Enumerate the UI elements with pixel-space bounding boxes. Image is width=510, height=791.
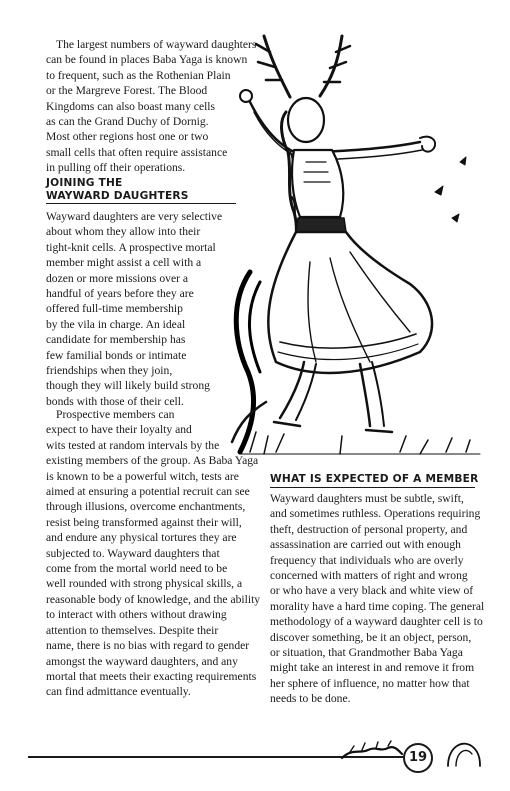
text-line: to interact with others without drawing xyxy=(46,608,227,622)
text-line: offered full-time membership xyxy=(46,302,183,316)
page-number: 19 xyxy=(403,743,433,773)
text-line: or the Margreve Forest. The Blood xyxy=(46,84,208,98)
text-line: and sometimes ruthless. Operations requiring xyxy=(270,507,481,521)
text-line: frequency that individuals who are overly xyxy=(270,553,464,567)
joining-heading xyxy=(46,177,189,203)
text-line: morality have a hard time coping. The general xyxy=(270,599,485,613)
text-line: can find admittance eventually. xyxy=(46,685,191,699)
text-line: Kingdoms can also boast many cells xyxy=(46,99,216,113)
text-line: handful of years before they are xyxy=(46,287,194,301)
text-line: about whom they allow into their xyxy=(46,225,201,239)
text-line: JOINING THE xyxy=(46,177,123,189)
expected-heading-text: WHAT IS EXPECTED OF A MEMBER xyxy=(270,473,479,485)
heading-rule xyxy=(270,487,475,488)
text-line: expect to have their loyalty and xyxy=(46,423,192,437)
text-line: or who have a very black and white view of xyxy=(270,584,474,598)
text-line: The largest numbers of wayward daughters xyxy=(56,38,257,51)
text-line: through illusions, overcome enchantments, xyxy=(46,500,246,514)
text-line: is known to be a powerful witch, tests are xyxy=(46,469,239,483)
text-line: subjected to. Wayward daughters that xyxy=(46,546,220,560)
text-line: friendships when they join, xyxy=(46,364,173,378)
expected-paragraph xyxy=(270,491,484,707)
text-line: candidate for membership has xyxy=(46,333,186,347)
text-line: theft, destruction of personal property, and xyxy=(270,522,468,536)
text-line: name, there is no bias with regard to gender xyxy=(46,639,250,653)
text-line: in pulling off their operations. xyxy=(46,161,186,175)
heading-rule xyxy=(46,203,236,204)
text-line: and endure any physical tortures they are xyxy=(46,531,237,545)
text-line: Prospective members can xyxy=(56,408,175,421)
text-line: can be found in places Baba Yaga is known xyxy=(46,53,248,67)
text-line: few familial bonds or intimate xyxy=(46,348,187,362)
text-line: resist being transformed against their will, xyxy=(46,515,242,529)
text-line: Wayward daughters are very selective xyxy=(46,210,223,223)
text-line: wits tested at random intervals by the xyxy=(46,438,220,452)
text-line: to frequent, such as the Rothenian Plain xyxy=(46,68,231,82)
text-line: needs to be done. xyxy=(270,692,351,706)
text-line: well rounded with strong physical skills, a xyxy=(46,577,243,591)
text-line: attention to themselves. Despite their xyxy=(46,623,219,637)
text-line: small cells that often require assistance xyxy=(46,145,228,159)
text-line: Most other regions host one or two xyxy=(46,130,209,144)
text-line: though they will likely build strong xyxy=(46,379,210,393)
text-line: aimed at ensuring a potential recruit can see xyxy=(46,485,250,499)
text-line: her sphere of influence, no matter how that xyxy=(270,676,470,690)
text-line: discover something, be it an object, person, xyxy=(270,630,472,644)
dancing-antlered-witch-icon xyxy=(220,22,490,462)
text-line: reasonable body of knowledge, and the ability xyxy=(46,592,261,606)
joining-paragraph-1 xyxy=(46,209,222,409)
text-line: by the vila in charge. An ideal xyxy=(46,317,186,331)
text-line: member might assist a cell with a xyxy=(46,256,202,270)
text-line: assassination are carried out with enough xyxy=(270,538,461,552)
text-line: dozen or more missions over a xyxy=(46,271,188,285)
text-line: tight-knit cells. A prospective mortal xyxy=(46,240,216,254)
text-line: Wayward daughters must be subtle, swift, xyxy=(270,492,464,505)
text-line: amongst the wayward daughters, and any xyxy=(46,654,238,668)
text-line: concerned with matters of right and wrong xyxy=(270,569,468,583)
text-line: bonds with those of their cell. xyxy=(46,394,184,408)
text-line: come from the mortal world need to be xyxy=(46,562,228,576)
text-line: existing members of the group. As Baba Yaga xyxy=(46,454,259,468)
expected-heading xyxy=(270,473,478,486)
text-line: mortal that meets their exacting requirements xyxy=(46,669,257,683)
text-line: or situation, that Grandmother Baba Yaga xyxy=(270,646,463,660)
text-line: WAYWARD DAUGHTERS xyxy=(46,190,189,202)
text-line: might take an interest in and remove it from xyxy=(270,661,475,675)
text-line: as can the Grand Duchy of Dornig. xyxy=(46,115,209,129)
text-line: methodology of a wayward daughter cell is to xyxy=(270,615,483,629)
